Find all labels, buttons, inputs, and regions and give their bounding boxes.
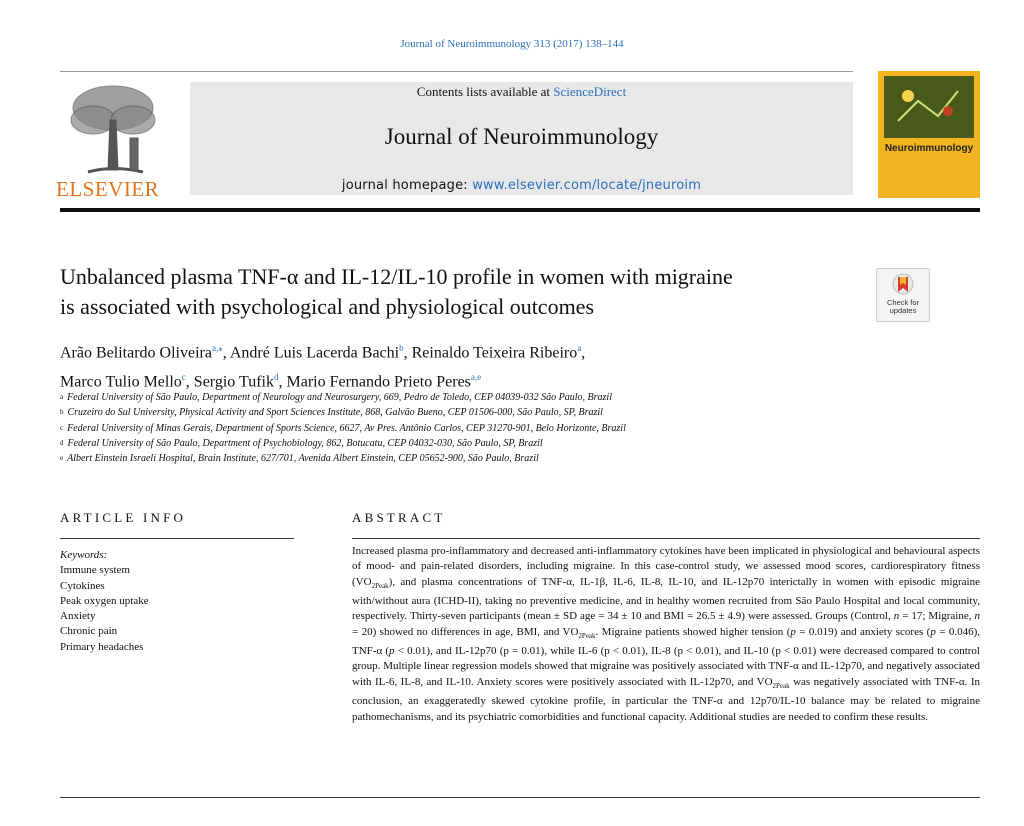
affiliation-label: b [60,408,64,417]
affiliation-text: Federal University of São Paulo, Department of Psychobiology, 862, Botucatu, CEP 04032-030, São Paulo, SP, Brazil [67,437,543,449]
italic-symbol: p [790,625,796,638]
italic-symbol: p [930,625,936,638]
abstract-segment: = 0.046), TNF-α ( [352,625,980,658]
affiliation-label: e [60,454,64,463]
elsevier-wordmark[interactable]: ELSEVIER [56,177,160,201]
abstract-segment: . Migraine patients showed higher tension ( [595,625,791,638]
keyword-item: Immune system [60,564,130,577]
abstract-segment: was negatively associated with TNF-α. In conclusion, an exaggeratedly skewed cytokine profile, in particular the TNF-α and 12p70/IL-10 balance may be related to migraine pathomechanisms, and its psychiatric comorbidities and functional capacity. Additional studies are needed to confirm these results. [352,675,981,723]
author-affiliation-marker[interactable]: a,e [470,372,482,383]
author-affiliation-marker[interactable]: a [577,343,582,353]
sciencedirect-link[interactable]: ScienceDirect [553,84,627,99]
affiliation-item [60,436,980,451]
affiliation-label: c [60,423,64,432]
italic-symbol: n [893,610,900,623]
cover-art [878,71,980,141]
subscript: 2Peak [772,681,790,690]
keyword-item: Primary headaches [60,640,144,653]
affiliation-text: Federal University of São Paulo, Department of Neurology and Neurosurgery, 669, Pedro de Toledo, CEP 04039-032 São Paulo, Brazil [67,392,612,403]
title-line-2: is associated with psychological and physiological outcomes [60,294,595,319]
journal-citation[interactable]: Journal of Neuroimmunology 313 (2017) 138–144 [400,38,624,50]
contents-line [190,82,853,100]
author-affiliation-marker[interactable]: d [273,372,279,383]
check-for-updates-button[interactable] [876,268,930,322]
italic-symbol: p [389,645,395,658]
journal-cover-image[interactable] [878,71,980,198]
article-title [60,262,870,322]
homepage-link[interactable]: www.elsevier.com/locate/jneuroim [472,178,702,193]
italic-symbol: n [974,610,980,623]
author-name[interactable]: Arão Belitardo Oliveira [60,344,212,362]
subscript: 2Peak [578,631,596,640]
bookmark-icon [892,273,914,297]
keyword-item: Anxiety [60,610,96,623]
affiliation-list [60,390,980,466]
author-affiliation-marker[interactable]: a,⁎ [211,343,223,353]
bottom-rule [60,797,980,798]
affiliation-text: Cruzeiro do Sul University, Physical Activity and Sport Sciences Institute, 868, Galvão Bueno, CEP 01506-000, São Paulo, SP, Brazil [67,407,603,419]
abstract-segment: = 17; Migraine, [899,610,975,623]
keyword-item: Peak oxygen uptake [60,594,149,607]
abstract-segment: = 20) showed no differences in age, BMI, and VO [352,625,579,638]
contents-prefix: Contents lists available at [416,84,554,99]
affiliation-item [60,405,980,420]
affiliation-label: d [60,438,64,447]
homepage-prefix: journal homepage: [341,178,473,193]
author-name[interactable]: Marco Tulio Mello [60,373,182,391]
abstract-rule [352,538,980,539]
author-list: Arão Belitardo Oliveira$^{a,⁎}$, André Luis Lacerda Bachi$^b$, Reinaldo Teixeira Ribeiro$^a$, Marco Tulio Mello$^c$, Sergio Tufik$^d$, Mario Fernando Prieto Peres$^{a,e}$ [60,343,586,391]
header-thick-rule [60,208,980,212]
abstract-segment: Increased plasma pro-inflammatory and decreased anti-inflammatory cytokines have been implicated in physiological and behavioural aspects of mood- and pain-related disorders, including migraine. In this case-control study, we assessed mood scores, cardiorespiratory fitness (VO [352,545,980,588]
article-info-rule [60,538,294,539]
journal-title: Journal of Neuroimmunology [384,124,659,149]
keywords-label: Keywords: [60,549,108,561]
affiliation-text: Albert Einstein Israeli Hospital, Brain Institute, 627/701, Avenida Albert Einstein, CEP 05652-900, São Paulo, Brazil [67,453,539,465]
abstract-heading: ABSTRACT [352,510,446,525]
affiliation-item [60,451,980,466]
author-name[interactable]: Reinaldo Teixeira Ribeiro [411,344,578,362]
title-line-1: Unbalanced plasma TNF-α and IL-12/IL-10 profile in women with migraine [60,264,733,289]
author-name[interactable]: Sergio Tufik [193,373,274,391]
abstract-text [352,544,980,725]
affiliation-item [60,390,980,405]
cover-title: Neuroimmunology [884,143,974,154]
abstract-segment: = 0.019) and anxiety scores ( [795,625,931,638]
author-name[interactable]: Mario Fernando Prieto Peres [286,373,471,391]
keyword-item: Chronic pain [60,625,118,638]
subscript: 2Peak [371,581,389,590]
journal-homepage [190,178,853,193]
check-for-updates-label: Check for updates [886,298,920,315]
article-info-heading: ARTICLE INFO [60,510,187,525]
keyword-item: Cytokines [60,579,105,592]
affiliation-text: Federal University of Minas Gerais, Department of Sports Science, 6627, Av Pres. Antônio Carlos, CEP 31270-901, Belo Horizonte, Brazil [67,422,626,434]
author-name[interactable]: André Luis Lacerda Bachi [229,344,400,362]
abstract-segment: < 0.01), and IL-12p70 (p = 0.01), while IL-6 (p < 0.01), IL-8 (p < 0.01), and IL-10 (p < 0.01) were decreased compared to control group. Multiple linear regression models showed that migraine was positively associated with TNF-α and IL-12p70, and negatively associated with IL-6, IL-8, and IL-10. Anxiety scores were positively associated with IL-12p70, and VO [352,645,980,688]
abstract-segment: ), and plasma concentrations of TNF-α, IL-1β, IL-6, IL-8, IL-10, and IL-12p70 interictally in women with episodic migraine with/without aura (ICHD-II), taking no preventive medicine, and in healthy women recruited from São Paulo Hospital and local community, respectively. Thirty-seven participants (mean ± SD age = 34 ± 10 and BMI = 26.5 ± 4.9) were assessed. Groups (Control, [352,575,980,623]
header-top-rule [60,71,853,72]
affiliation-label: a [60,393,64,401]
affiliation-item [60,421,980,436]
keywords-panel [60,548,300,655]
author-affiliation-marker[interactable]: b [399,343,404,353]
author-affiliation-marker[interactable]: c [181,372,186,383]
keyword-list [60,563,300,655]
